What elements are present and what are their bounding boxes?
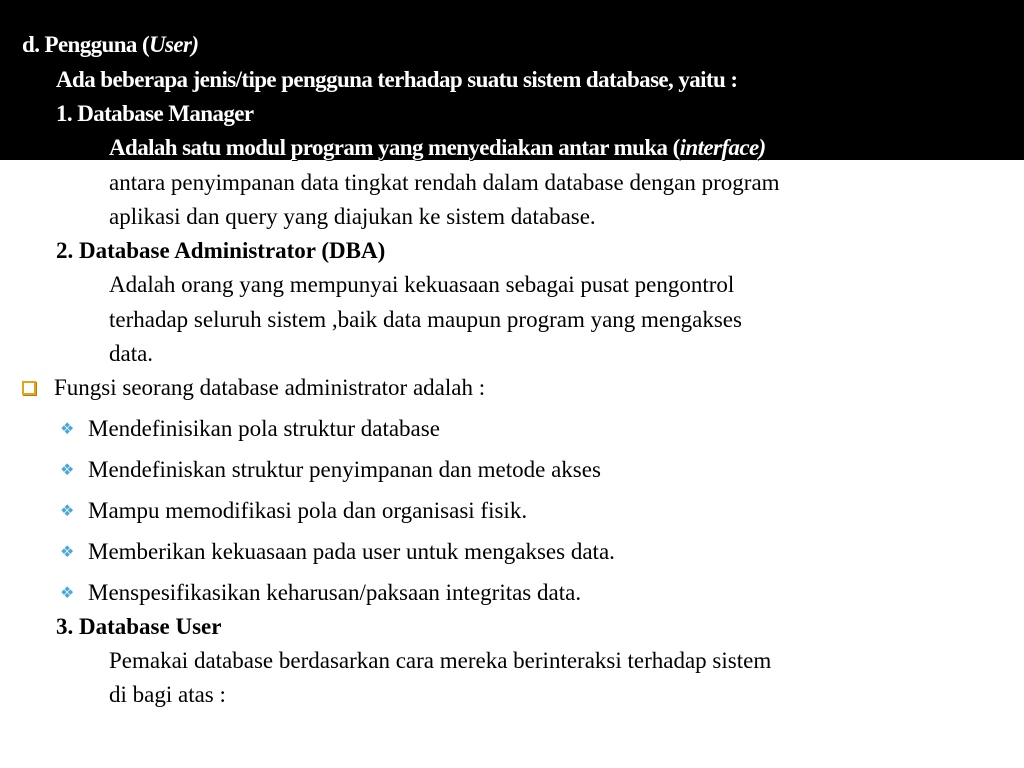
dbm-definition-italic: interface) [679,135,766,160]
section-title-text: d. Pengguna ( [22,32,150,57]
dba-line-2: terhadap seluruh sistem ,baik data maupun program yang mengakses [109,307,742,332]
list-item-text: Menspesifikasikan keharusan/paksaan integritas data. [88,580,582,605]
dbm-definition-text: Adalah satu modul program yang menyediakan antar muka ( [109,135,680,160]
diamond-bullet-icon: ❖ [60,459,75,479]
section-title [22,30,198,60]
list-item-text: Mendefiniskan struktur penyimpanan dan metode akses [88,457,601,482]
heading-database-user: 3. Database User [56,614,222,639]
section-title-italic: User) [149,32,199,57]
diamond-bullet-icon: ❖ [60,418,75,438]
dbm-line-2: aplikasi dan query yang diajukan ke sistem database. [109,204,596,229]
dbuser-line-2: di bagi atas : [109,682,226,707]
dbm-line-1: antara penyimpanan data tingkat rendah dalam database dengan program [109,170,780,195]
functions-intro-text: Fungsi seorang database administrator adalah : [54,375,486,400]
diamond-bullet-icon: ❖ [60,582,75,602]
list-item [60,578,581,610]
list-item-text: Memberikan kekuasaan pada user untuk mengakses data. [88,539,615,564]
heading-database-manager: 1. Database Manager [56,101,254,126]
list-item [60,414,440,446]
dbuser-line-1: Pemakai database berdasarkan cara mereka berinteraksi terhadap sistem [109,648,772,673]
functions-intro-row [22,373,485,403]
list-item [60,537,615,569]
dbm-definition-line [109,133,766,163]
diamond-bullet-icon: ❖ [60,541,75,561]
dba-line-3: data. [109,341,154,366]
list-item-text: Mendefinisikan pola struktur database [88,416,440,441]
intro-line: Ada beberapa jenis/tipe pengguna terhadap suatu sistem database, yaitu : [56,67,738,92]
dba-line-1: Adalah orang yang mempunyai kekuasaan sebagai pusat pengontrol [109,272,735,297]
square-bullet-icon [22,381,36,395]
list-item [60,455,601,487]
heading-dba: 2. Database Administrator (DBA) [56,238,386,263]
list-item-text: Mampu memodifikasi pola dan organisasi fisik. [88,498,528,523]
list-item [60,496,527,528]
diamond-bullet-icon: ❖ [60,500,75,520]
